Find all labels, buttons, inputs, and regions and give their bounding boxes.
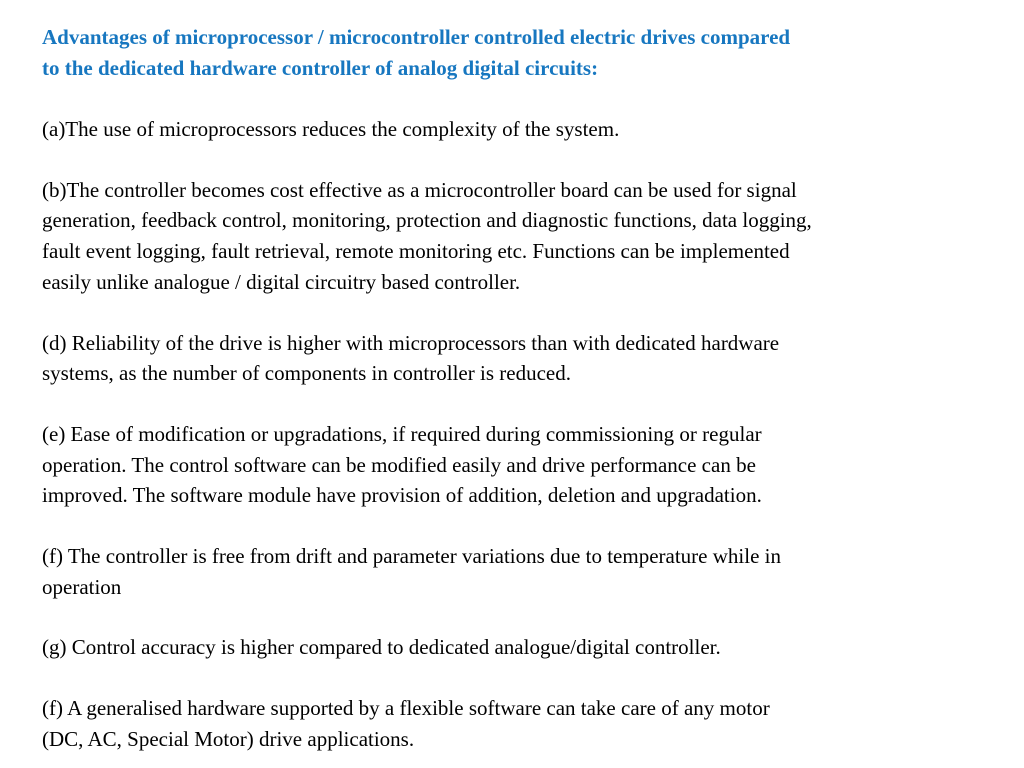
point-f-drift: (f) The controller is free from drift and parameter variations due to temperature while in operation <box>42 544 781 599</box>
point-e: (e) Ease of modification or upgradations, if required during commissioning or regular operation. The control software can be modified easily and drive performance can be improved. The software module have provision of addition, deletion and upgradation. <box>42 421 762 508</box>
point-g: (g) Control accuracy is higher compared to dedicated analogue/digital controller. <box>42 635 721 660</box>
point-b: (b)The controller becomes cost effective as a microcontroller board can be used for signal generation, feedback control, monitoring, protection and diagnostic functions, data logging, fault event logging, fault retrieval, remote monitoring etc. Functions can be implemented easily unlike analogue / digital circuitry based controller. <box>42 177 812 294</box>
point-a: (a)The use of microprocessors reduces the complexity of the system. <box>42 117 620 141</box>
point-f-hardware: (f) A generalised hardware supported by a flexible software can take care of any motor (DC, AC, Special Motor) drive applications. <box>42 696 770 751</box>
point-d: (d) Reliability of the drive is higher with microprocessors than with dedicated hardware systems, as the number of components in controller is reduced. <box>42 330 780 386</box>
slide-title: Advantages of microprocessor / microcontroller controlled electric drives compared to the dedicated hardware controller of analog digital circuits: <box>42 25 791 80</box>
slide-content <box>42 22 1002 755</box>
